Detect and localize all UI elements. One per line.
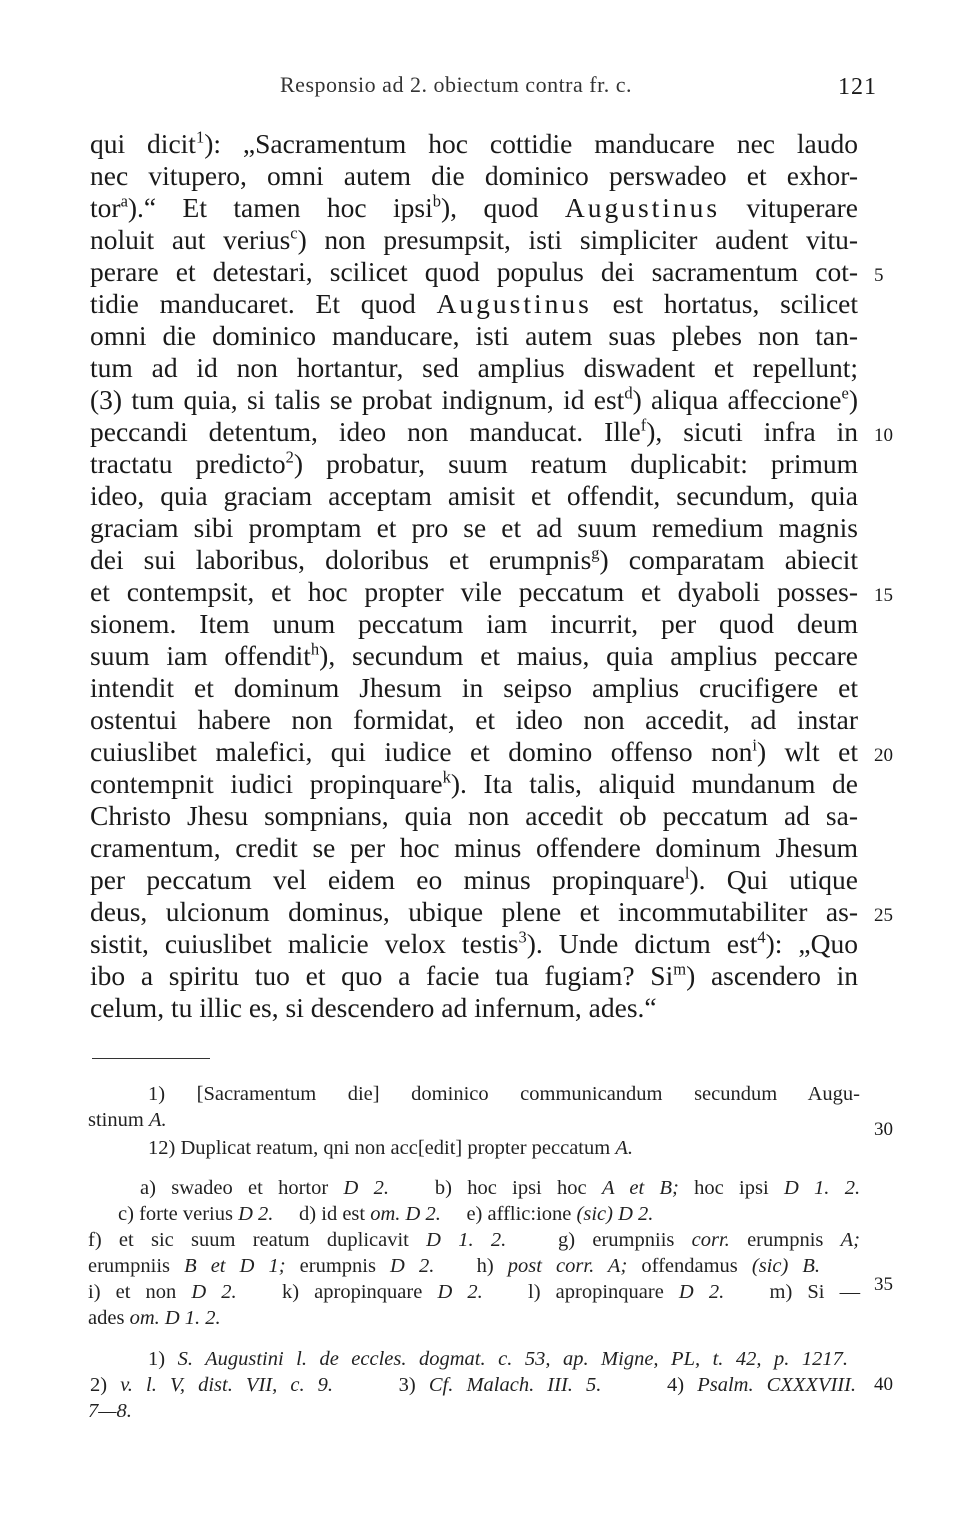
apparatus-line: erumpniis B et D 1; erumpnis D 2. h) post corr. A; offendamus (sic) B. — [88, 1255, 821, 1277]
text-line: sionem. Item unum peccatum iam incurrit, per quod deum — [90, 608, 858, 639]
text-line: tidie manducaret. Et quod Augustinus est hortatus, scilicet — [90, 288, 859, 319]
line-number: 25 — [874, 905, 893, 926]
spaced-name: Augustinus — [436, 288, 592, 319]
text-line: sistit, cuiuslibet malicie velox testis$^3$). Unde dictum est$^4$): „Quo — [90, 927, 858, 959]
apparatus-line: i) et non D 2. k) apropinquare D 2. l) apropinquare D 2. m) Si — — [88, 1281, 861, 1303]
text-line: cuiuslibet malefici, qui iudice et domino offenso non$^i$) wlt et — [90, 735, 858, 767]
text-line: tum ad id non hortantur, sed amplius diswadent et repellunt; — [90, 352, 858, 383]
line-number: 5 — [874, 265, 884, 286]
line-number: 20 — [874, 745, 893, 766]
text-line: ideo, quia graciam acceptam amisit et offendit, secundum, quia — [90, 480, 858, 511]
text-line: ostentui habere non formidat, et ideo non accedit, ad instar — [90, 704, 858, 735]
footnote-line: 1) [Sacramentum die] dominico communicandum secundum Augu- — [148, 1083, 860, 1105]
apparatus-line: a) swadeo et hortor D 2. b) hoc ipsi hoc A et B; hoc ipsi D 1. 2. — [140, 1177, 861, 1199]
text-line: deus, ulcionum dominus, ubique plene et incommutabiliter as- — [90, 896, 858, 927]
text-line: Christo Jhesu sompnians, quia non accedit ob peccatum ad sa- — [90, 800, 858, 831]
text-line: contempnit iudici propinquare$^k$). Ita talis, aliquid mundanum de — [90, 767, 859, 799]
footnote-line: stinum A. — [88, 1109, 167, 1131]
footnote-line: 12) Duplicat reatum, qni non acc[edit] propter peccatum A. — [148, 1137, 633, 1159]
footnote-divider — [92, 1058, 210, 1059]
text-line: suum iam offendit$^h$), secundum et maius, quia amplius peccare — [90, 639, 858, 671]
text-line: qui dicit$^1$): „Sacramentum hoc cottidie manducare nec laudo — [90, 127, 858, 159]
text-line: nec vitupero, omni autem die dominico perswadeo et exhor- — [90, 160, 858, 191]
text-line: dei sui laboribus, doloribus et erumpnis$^g$) comparatam abiecit — [90, 543, 858, 575]
text-line: tractatu predicto$^2$) probatur, suum reatum duplicabit: primum — [90, 447, 858, 479]
text-line: cramentum, credit se per hoc minus offendere dominum Jhesum — [90, 832, 858, 863]
text-line: omni die dominico manducare, isti autem suas plebes non tan- — [90, 320, 858, 351]
source-note-line: 2) v. l. V, dist. VII, c. 9. 3) Cf. Malach. III. 5. 4) Psalm. CXXXVIII. — [90, 1374, 857, 1396]
apparatus-line: f) et sic suum reatum duplicavit D 1. 2. g) erumpniis corr. erumpnis A; — [88, 1229, 860, 1251]
text-line: perare et detestari, scilicet quod populus dei sacramentum cot- — [90, 256, 858, 287]
line-number: 30 — [874, 1119, 893, 1140]
apparatus-line: ades om. D 1. 2. — [88, 1307, 221, 1329]
text-line: graciam sibi promptam et pro se et ad suum remedium magnis — [90, 512, 858, 543]
line-number: 35 — [874, 1274, 893, 1295]
text-line: ibo a spiritu tuo et quo a facie tua fugiam? Si$^m$) ascendero in — [90, 959, 858, 991]
line-number: 40 — [874, 1374, 893, 1395]
line-number: 15 — [874, 585, 893, 606]
apparatus-line: c) forte verius D 2. d) id est om. D 2. e) afflic:ione (sic) D 2. — [118, 1203, 654, 1225]
page-number: 121 — [838, 74, 877, 100]
line-number: 10 — [874, 425, 893, 446]
source-note-line: 1) S. Augustini l. de eccles. dogmat. c. 53, ap. Migne, PL, t. 42, p. 1217. — [148, 1348, 849, 1370]
running-title: Responsio ad 2. obiectum contra fr. c. — [280, 72, 632, 97]
source-note-line: 7—8. — [88, 1400, 132, 1422]
text-line: peccandi detentum, ideo non manducat. Ille$^f$), sicuti infra in — [90, 415, 858, 447]
text-line: per peccatum vel eidem eo minus propinquare$^l$). Qui utique — [90, 863, 858, 895]
spaced-name: Augustinus — [564, 192, 721, 223]
text-line: celum, tu illic es, si descendero ad infernum, ades.“ — [90, 992, 657, 1023]
text-line: (3) tum quia, si talis se probat indignum, id est$^d$) aliqua affeccione$^e$) — [90, 383, 858, 415]
text-line: et contempsit, et hoc propter vile peccatum et dyaboli posses- — [90, 576, 858, 607]
text-line: tor$^a$).“ Et tamen hoc ipsi$^b$), quod Augustinus vituperare — [90, 191, 858, 223]
text-line: noluit aut verius$^c$) non presumpsit, isti simpliciter audent vitu- — [90, 223, 858, 255]
text-line: intendit et dominum Jhesum in seipso amplius crucifigere et — [90, 672, 858, 703]
running-header — [0, 72, 960, 102]
